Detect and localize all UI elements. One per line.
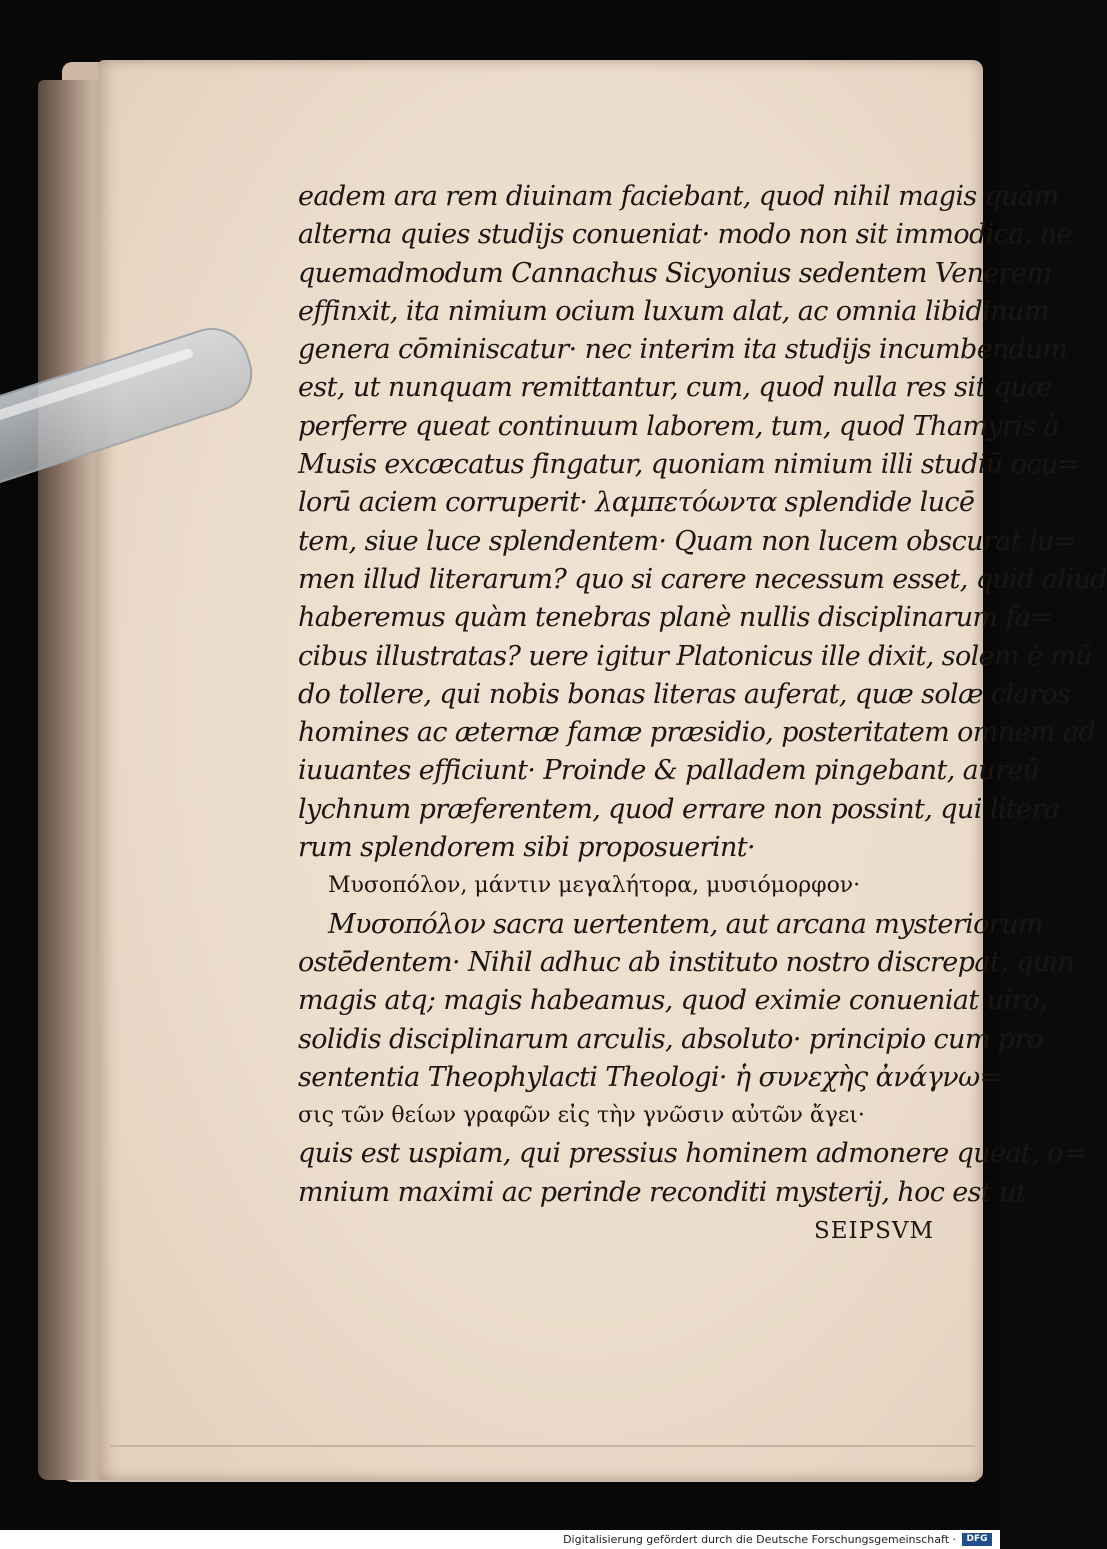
text-line: solidis disciplinarum arculis, absoluto· principio cum pro [298,1023,1043,1055]
text-line: genera cōminiscatur· nec interim ita studijs incumbendum [298,334,1068,366]
text-line: Musis excæcatus fingatur, quoniam nimium illi studiū ocu= [298,449,1080,481]
text-line: ostēdentem· Nihil adhuc ab instituto nostro discrepat, quin [298,946,1075,978]
text-line: iuuantes efficiunt· Proinde & palladem pingebant, aureū [298,755,1040,787]
text-line: lorū aciem corruperit· λαμπετόωντα splendide lucē [298,487,975,519]
text-line: eadem ara rem diuinam faciebant, quod nihil magis quàm [298,181,1059,212]
text-line: est, ut nunquam remittantur, cum, quod nulla res sit quæ [298,372,1052,404]
text-line: lychnum præferentem, quod errare non possint, qui litera [298,793,1060,825]
text-line: alterna quies studijs conueniat· modo non sit immodica, ne [298,219,1072,251]
text-line: magis atq; magis habeamus, quod eximie conueniat uiro, [298,985,1048,1017]
text-line: haberemus quàm tenebras planè nullis disciplinarum fa= [298,602,1053,634]
text-line: effinxit, ita nimium ocium luxum alat, ac omnia libidinum [298,295,1049,327]
footer-bar [0,1530,1000,1549]
text-line: cibus illustratas? uere igitur Platonicus ille dixit, solem è mū [298,640,1093,672]
text-line: quis est uspiam, qui pressius hominem admonere queat, o= [298,1138,1085,1170]
text-line: men illud literarum? quo si carere necessum esset, quid aliud [298,563,1107,595]
text-line: homines ac æternæ famæ præsidio, posteritatem omnem ad [298,717,1096,749]
text-line: Μυσοπόλον sacra uertentem, aut arcana mysteriorum [328,908,1043,940]
text-line: rum splendorem sibi proposuerint· [298,832,755,864]
greek-verse-line: Μυσοπόλον, μάντιν μεγαλήτορα, μυσιόμορφον· [328,873,861,899]
text-line: quemadmodum Cannachus Sicyonius sedentem Venerem [298,257,1052,289]
page-edge-line [110,1445,975,1447]
text-line: tem, siue luce splendentem· Quam non lucem obscurat lu= [298,525,1076,557]
text-line: perferre queat continuum laborem, tum, quod Thamyris à [298,410,1060,442]
catchword: SEIPSVM [813,1218,934,1245]
footer-credit: Digitalisierung gefördert durch die Deutsche Forschungsgemeinschaft · [563,1533,956,1546]
text-block [298,178,1107,1250]
text-line: mnium maximi ac perinde reconditi mysterij, hoc est ut [298,1176,1027,1208]
greek-text-line: σις τῶν θείων γραφῶν εἰς τὴν γνῶσιν αὐτῶν ἄγει· [298,1103,865,1129]
dfg-logo: DFG [962,1533,992,1546]
text-line: do tollere, qui nobis bonas literas auferat, quæ solæ claros [298,678,1071,710]
text-line: sententia Theophylacti Theologi· ἡ συνεχὴς ἀνάγνω= [298,1061,1002,1093]
